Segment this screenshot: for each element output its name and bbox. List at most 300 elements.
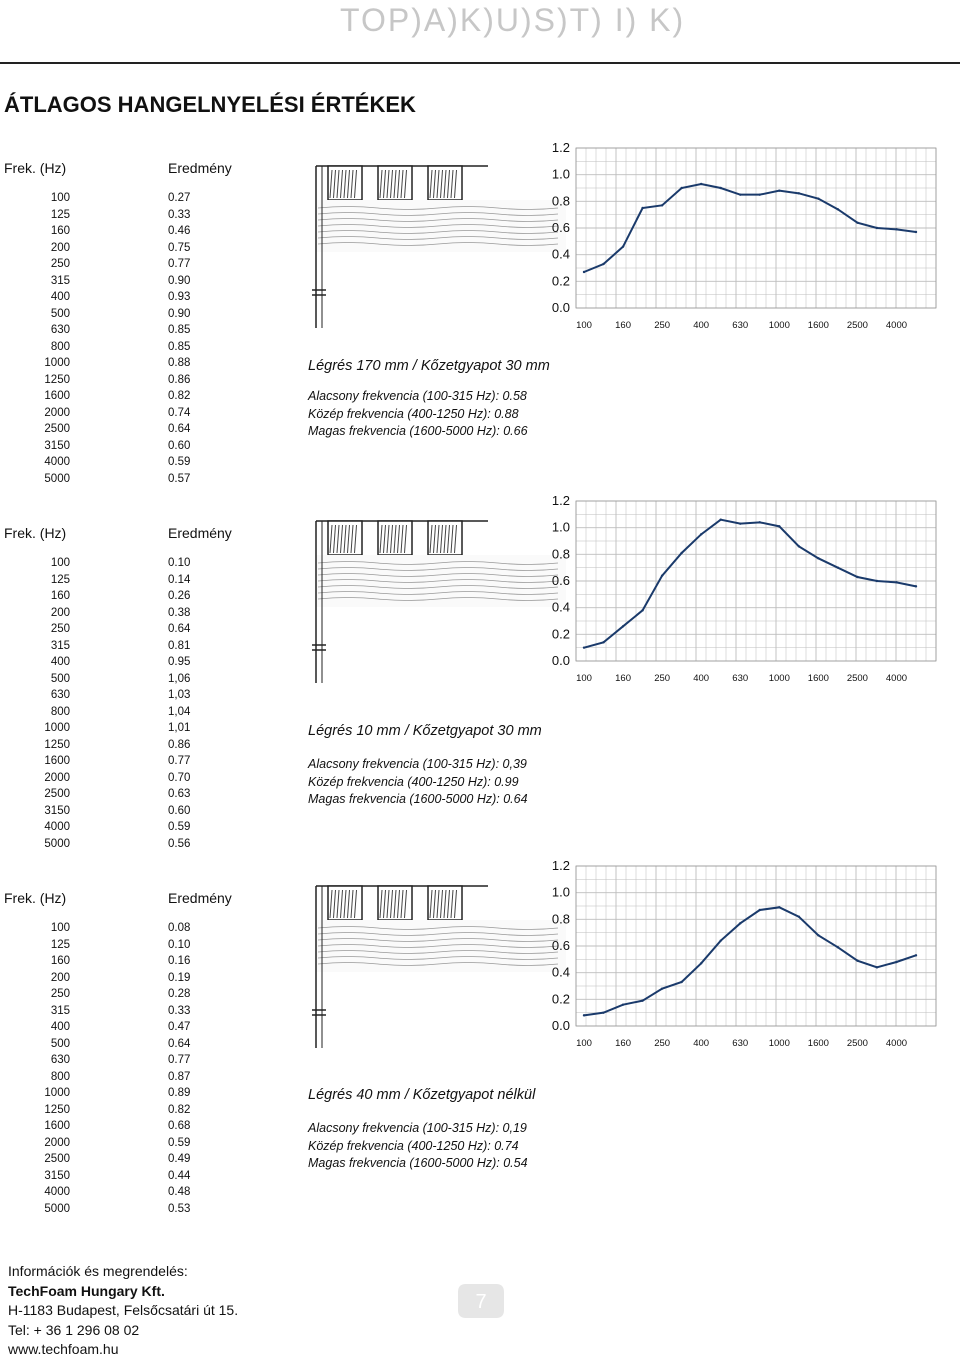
result-cell: 0.88 [168,357,191,369]
data-point [856,221,858,223]
data-point [837,566,839,568]
data-point [759,909,761,911]
frequency-cell: 5000 [44,837,70,850]
x-tick-label: 1600 [807,673,829,684]
frequency-cell: 800 [50,340,70,353]
data-point [622,245,624,247]
table-row [0,821,220,838]
result-cell: 0.48 [168,1186,191,1198]
result-cell: 0.68 [168,1120,191,1132]
result-cell: 0.08 [168,922,191,934]
frequency-cell: 315 [50,639,70,652]
x-tick-label: 160 [615,320,631,331]
table-header [0,890,260,910]
y-tick-label: 0.8 [551,193,570,209]
absorption-chart [528,858,948,1058]
data-point [778,906,780,908]
frequency-cell: 400 [50,291,70,303]
frequency-cell: 5000 [44,1202,70,1215]
x-tick-label: 4000 [885,1038,908,1049]
table-row [0,192,220,209]
data-point [915,954,917,956]
data-point [680,187,682,189]
data-point [720,187,722,189]
data-point [837,208,839,210]
data-point [739,193,741,195]
result-cell: 0.70 [168,771,191,784]
x-tick-label: 2500 [846,320,868,331]
data-point [759,193,761,195]
table-row [0,1170,220,1187]
result-cell: 0.38 [168,606,191,619]
table-row [0,225,220,242]
data-point [915,585,917,587]
x-tick-label: 630 [732,320,749,331]
y-tick-label: 0.0 [551,1018,570,1033]
mid-band: Közép frekvencia (400-1250 Hz): 0.74 [308,1138,519,1153]
footer-website[interactable]: www.techfoam.hu [8,1341,119,1357]
header-rule [0,62,960,64]
frequency-cell: 400 [50,1021,70,1033]
data-point [641,609,643,611]
frequency-cell: 125 [50,938,70,951]
frequency-cell: 2500 [44,423,70,435]
frequency-cell: 1600 [44,755,70,767]
result-cell: 1,03 [168,689,191,701]
data-point [680,981,682,983]
table-row [0,689,220,706]
data-point [798,915,800,917]
frequency-cell: 500 [50,672,70,685]
table-header [0,160,260,180]
configuration-caption: Légrés 10 mm / Kőzetgyapot 30 mm [308,723,542,739]
y-tick-label: 1.0 [551,166,570,182]
result-cell: 0.82 [168,1103,191,1116]
table-row [0,341,220,358]
frequency-cell: 100 [50,557,70,569]
data-point [778,525,780,527]
brand-logo: TOP)A)K)U)S)T) I) K) [340,2,686,38]
y-tick-label: 0.0 [551,300,570,315]
table-row [0,308,220,325]
x-tick-label: 4000 [885,673,908,684]
y-tick-label: 0.8 [551,546,570,562]
result-cell: 0.89 [168,1087,191,1099]
configuration-caption: Légrés 40 mm / Kőzetgyapot nélkül [308,1087,536,1103]
data-point [876,580,878,582]
data-point [661,987,663,989]
table-row [0,1104,220,1121]
frequency-cell: 630 [50,689,70,701]
y-tick-label: 0.6 [551,573,570,588]
result-cell: 0.56 [168,837,191,850]
result-cell: 0.16 [168,955,191,967]
frequency-cell: 2500 [44,788,70,800]
high-band: Magas frekvencia (1600-5000 Hz): 0.66 [308,424,528,438]
x-tick-label: 2500 [846,1038,868,1049]
result-cell: 0.82 [168,390,191,402]
footer-address: H-1183 Budapest, Felsőcsatári út 15. [8,1302,239,1318]
frequency-cell: 3150 [44,1169,70,1182]
frequency-cell: 500 [50,307,70,320]
result-cell: 0.64 [168,423,191,435]
data-point [817,557,819,559]
frequency-cell: 160 [50,225,70,237]
frequency-cell: 200 [50,606,70,619]
result-cell: 0.59 [168,456,191,468]
x-tick-label: 1000 [768,1038,790,1049]
data-point [856,959,858,961]
table-row [0,739,220,756]
table-row [0,1038,220,1055]
x-tick-label: 100 [576,673,592,684]
result-cell: 0.57 [168,472,191,485]
footer-info: Információk és megrendelés: [8,1263,188,1279]
table-row [0,922,220,939]
data-table [0,557,220,854]
x-tick-label: 250 [654,673,671,684]
result-header: Eredmény [168,160,232,176]
frequency-cell: 250 [50,988,70,1000]
data-point [602,1011,604,1013]
absorption-chart [528,493,948,693]
data-point [778,189,780,191]
y-tick-label: 1.0 [551,519,570,535]
table-row [0,242,220,259]
result-cell: 0.46 [168,225,191,237]
data-point [876,966,878,968]
table-row [0,473,220,490]
table-row [0,557,220,574]
result-cell: 0.85 [168,324,191,336]
result-cell: 0.81 [168,639,191,652]
result-cell: 0.26 [168,590,191,602]
x-tick-label: 630 [732,673,749,684]
data-point [895,961,897,963]
page-title: ÁTLAGOS HANGELNYELÉSI ÉRTÉKEK [4,92,416,117]
result-cell: 0.95 [168,656,191,668]
data-point [661,204,663,206]
low-band: Alacsony frekvencia (100-315 Hz): 0.58 [308,389,527,403]
data-point [700,962,702,964]
x-tick-label: 100 [576,320,592,331]
y-tick-label: 0.2 [551,991,570,1007]
frequency-cell: 100 [50,922,70,934]
x-tick-label: 160 [615,673,631,684]
table-row [0,1087,220,1104]
band-averages [308,1120,528,1173]
y-tick-label: 1.2 [551,493,570,508]
frequency-cell: 315 [50,1004,70,1017]
table-row [0,209,220,226]
y-tick-label: 0.4 [551,599,570,615]
frequency-cell: 315 [50,274,70,287]
data-point [856,576,858,578]
data-point [641,999,643,1001]
footer-company: TechFoam Hungary Kft. [8,1282,165,1299]
data-point [837,946,839,948]
x-tick-label: 100 [576,1038,592,1049]
high-band: Magas frekvencia (1600-5000 Hz): 0.54 [308,1156,528,1170]
table-row [0,939,220,956]
x-tick-label: 1000 [768,320,790,331]
frequency-cell: 4000 [44,1186,70,1198]
result-cell: 0.59 [168,1136,191,1149]
table-row [0,955,220,972]
frequency-cell: 3150 [44,804,70,817]
page-number: 7 [475,1291,487,1313]
frequency-cell: 400 [50,656,70,668]
table-row [0,1021,220,1038]
table-row [0,1137,220,1154]
table-header [0,525,260,545]
y-tick-label: 1.0 [551,884,570,900]
table-row [0,772,220,789]
table-row [0,423,220,440]
data-point [622,625,624,627]
data-table [0,192,220,489]
y-tick-label: 0.6 [551,220,570,235]
data-point [915,231,917,233]
low-band: Alacsony frekvencia (100-315 Hz): 0,19 [308,1121,527,1135]
table-row [0,1054,220,1071]
result-cell: 0.87 [168,1070,191,1083]
table-row [0,640,220,657]
result-cell: 0.64 [168,623,191,635]
table-row [0,1071,220,1088]
frequency-cell: 200 [50,971,70,984]
frequency-cell: 160 [50,955,70,967]
frequency-cell: 1000 [44,722,70,734]
data-point [739,922,741,924]
table-row [0,324,220,341]
data-point [583,646,585,648]
frequency-cell: 125 [50,573,70,586]
result-cell: 0.86 [168,738,191,751]
result-cell: 0.33 [168,208,191,221]
table-row [0,755,220,772]
mid-band: Közép frekvencia (400-1250 Hz): 0.88 [308,406,519,421]
data-point [739,522,741,524]
frequency-cell: 200 [50,241,70,254]
table-row [0,258,220,275]
result-cell: 0.47 [168,1021,191,1033]
y-tick-label: 0.4 [551,246,570,262]
data-point [602,641,604,643]
y-tick-label: 1.2 [551,140,570,155]
result-cell: 0.60 [168,439,191,452]
x-tick-label: 1600 [807,320,829,331]
footer-phone: Tel: + 36 1 296 08 02 [8,1321,140,1338]
frequency-cell: 1600 [44,1120,70,1132]
data-point [817,197,819,199]
frequency-cell: 160 [50,590,70,602]
data-point [583,271,585,273]
data-point [661,574,663,576]
data-table [0,922,220,1219]
data-point [641,207,643,209]
frequency-cell: 630 [50,324,70,336]
result-cell: 0.60 [168,804,191,817]
mid-band: Közép frekvencia (400-1250 Hz): 0.99 [308,774,519,789]
result-cell: 0.90 [168,274,191,287]
result-cell: 0.10 [168,938,191,951]
y-tick-label: 0.6 [551,938,570,953]
result-cell: 0.49 [168,1153,191,1165]
data-point [720,518,722,520]
result-cell: 0.86 [168,373,191,386]
y-tick-label: 0.0 [551,653,570,668]
result-cell: 0.33 [168,1004,191,1017]
result-cell: 0.44 [168,1169,191,1182]
result-cell: 0.59 [168,821,191,833]
band-averages [308,388,528,441]
table-row [0,275,220,292]
result-cell: 0.74 [168,406,191,419]
table-row [0,1120,220,1137]
x-tick-label: 400 [693,673,710,684]
y-tick-label: 0.8 [551,911,570,927]
result-cell: 0.63 [168,788,191,800]
table-row [0,722,220,739]
table-row [0,1005,220,1022]
result-cell: 0.77 [168,258,191,270]
x-tick-label: 250 [654,320,671,331]
frequency-cell: 1600 [44,390,70,402]
table-row [0,673,220,690]
data-point [602,263,604,265]
y-tick-label: 0.4 [551,964,570,980]
frequency-cell: 1250 [44,1103,70,1116]
frequency-cell: 500 [50,1037,70,1050]
result-cell: 0.85 [168,340,191,353]
frequency-cell: 250 [50,623,70,635]
data-point [720,939,722,941]
table-row [0,1203,220,1220]
table-row [0,574,220,591]
frequency-cell: 2500 [44,1153,70,1165]
result-cell: 0.19 [168,971,191,984]
page-number-badge [456,1280,506,1322]
table-row [0,706,220,723]
x-tick-label: 1000 [768,673,790,684]
x-tick-label: 400 [693,1038,710,1049]
band-averages [308,756,528,809]
result-cell: 0.77 [168,1054,191,1066]
y-tick-label: 1.2 [551,858,570,873]
data-point [700,533,702,535]
configuration-caption: Légrés 170 mm / Kőzetgyapot 30 mm [308,358,550,374]
data-point [817,934,819,936]
low-band: Alacsony frekvencia (100-315 Hz): 0,39 [308,757,527,771]
frequency-cell: 125 [50,208,70,221]
frequency-cell: 800 [50,1070,70,1083]
result-cell: 0.64 [168,1037,191,1050]
table-row [0,805,220,822]
x-tick-label: 1600 [807,1038,829,1049]
table-row [0,390,220,407]
x-tick-label: 400 [693,320,710,331]
absorption-chart [528,140,948,340]
frequency-cell: 1250 [44,373,70,386]
frequency-cell: 2000 [44,406,70,419]
data-point [876,227,878,229]
frequency-cell: 100 [50,192,70,204]
frequency-cell: 2000 [44,1136,70,1149]
frequency-cell: 250 [50,258,70,270]
frequency-cell: 5000 [44,472,70,485]
high-band: Magas frekvencia (1600-5000 Hz): 0.64 [308,792,528,806]
table-row [0,656,220,673]
footer-contact [8,1262,238,1360]
result-cell: 0.75 [168,241,191,254]
data-point [700,183,702,185]
result-cell: 1,01 [168,722,191,734]
result-cell: 0.27 [168,192,191,204]
table-row [0,291,220,308]
table-row [0,607,220,624]
table-row [0,374,220,391]
table-row [0,838,220,855]
data-point [798,545,800,547]
result-cell: 0.77 [168,755,191,767]
frequency-cell: 1250 [44,738,70,751]
data-point [583,1014,585,1016]
x-tick-label: 4000 [885,320,908,331]
data-point [680,552,682,554]
frequency-cell: 800 [50,705,70,718]
y-tick-label: 0.2 [551,273,570,289]
table-row [0,972,220,989]
freq-header: Frek. (Hz) [4,890,67,906]
data-point [895,581,897,583]
result-cell: 0.90 [168,307,191,320]
result-header: Eredmény [168,525,232,541]
table-row [0,1186,220,1203]
result-cell: 0.28 [168,988,191,1000]
y-tick-label: 0.2 [551,626,570,642]
x-tick-label: 250 [654,1038,671,1049]
data-point [895,228,897,230]
table-row [0,407,220,424]
result-cell: 0.14 [168,573,191,586]
x-tick-label: 160 [615,1038,631,1049]
data-point [798,192,800,194]
result-header: Eredmény [168,890,232,906]
table-row [0,988,220,1005]
table-row [0,357,220,374]
frequency-cell: 630 [50,1054,70,1066]
result-cell: 0.53 [168,1202,191,1215]
result-cell: 0.10 [168,557,191,569]
table-row [0,788,220,805]
data-point [759,521,761,523]
frequency-cell: 2000 [44,771,70,784]
freq-header: Frek. (Hz) [4,525,67,541]
frequency-cell: 4000 [44,456,70,468]
table-row [0,623,220,640]
table-row [0,440,220,457]
freq-header: Frek. (Hz) [4,160,67,176]
result-cell: 1,04 [168,705,191,718]
result-cell: 0.93 [168,291,191,303]
frequency-cell: 1000 [44,357,70,369]
table-row [0,456,220,473]
frequency-cell: 4000 [44,821,70,833]
result-cell: 1,06 [168,672,191,685]
x-tick-label: 2500 [846,673,868,684]
x-tick-label: 630 [732,1038,749,1049]
